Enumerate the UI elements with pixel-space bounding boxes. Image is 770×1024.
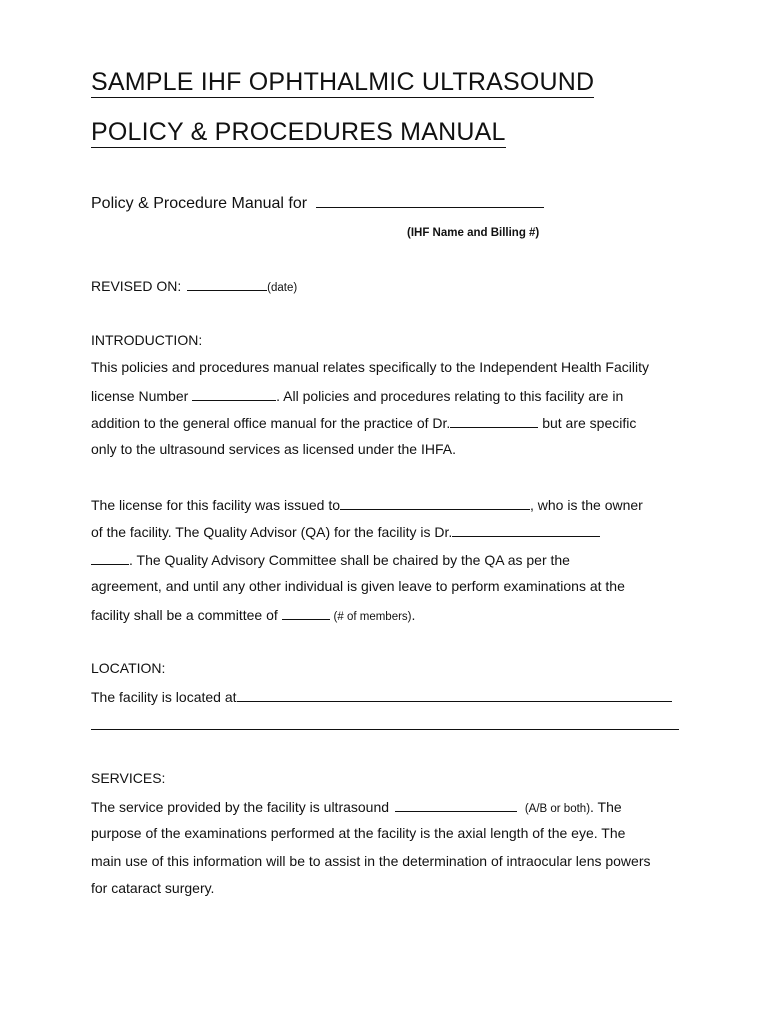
committee-members-blank[interactable] <box>282 605 330 620</box>
services-line-1-rest: . The <box>590 799 622 815</box>
document-title-line-2: POLICY & PROCEDURES MANUAL <box>91 118 506 146</box>
services-heading: SERVICES: <box>91 770 166 786</box>
ultrasound-type-blank[interactable] <box>395 797 517 812</box>
intro-license-label: license Number <box>91 388 189 404</box>
manual-for-line <box>91 193 544 213</box>
introduction-heading: INTRODUCTION: <box>91 332 203 348</box>
license-number-blank[interactable] <box>192 386 276 401</box>
committee-label: facility shall be a committee of <box>91 607 278 623</box>
location-address-blank[interactable] <box>237 687 672 702</box>
services-line-3: main use of this information will be to assist in the determination of intraocular lens powers <box>91 853 651 869</box>
practice-doctor-blank[interactable] <box>450 413 538 428</box>
intro-p2-line-5 <box>91 605 415 626</box>
manual-for-label: Policy & Procedure Manual for <box>91 195 308 212</box>
intro-p2-line-3-rest: . The Quality Advisory Committee shall be chaired by the QA as per the <box>129 552 570 568</box>
services-line-4: for cataract surgery. <box>91 880 215 896</box>
quality-advisor-blank-cont[interactable] <box>91 550 129 565</box>
location-address-blank-line-2[interactable] <box>91 729 679 730</box>
committee-members-caption: (# of members) <box>333 611 412 623</box>
location-label: The facility is located at <box>91 689 237 705</box>
location-heading: LOCATION: <box>91 660 166 676</box>
intro-p1-line-1: This policies and procedures manual relates specifically to the Independent Health Facility <box>91 359 649 375</box>
ihf-name-blank[interactable] <box>316 193 544 208</box>
revised-line <box>91 276 297 297</box>
revised-label: REVISED ON: <box>91 278 182 294</box>
document-title-line-1: SAMPLE IHF OPHTHALMIC ULTRASOUND <box>91 68 595 96</box>
license-owner-blank[interactable] <box>340 495 530 510</box>
quality-advisor-blank[interactable] <box>452 522 600 537</box>
revised-date-caption: (date) <box>267 282 298 294</box>
quality-advisor-label: of the facility. The Quality Advisor (QA) for the facility is Dr. <box>91 524 453 540</box>
intro-p2-line-2 <box>91 522 600 541</box>
intro-p1-line-2 <box>91 386 623 405</box>
intro-p2-line-4: agreement, and until any other individual is given leave to perform examinations at the <box>91 578 625 594</box>
intro-p2-line-1 <box>91 495 643 514</box>
ihf-name-caption: (IHF Name and Billing #) <box>407 227 540 239</box>
services-ultrasound-label: The service provided by the facility is ultrasound <box>91 799 390 815</box>
services-line-2: purpose of the examinations performed at the facility is the axial length of the eye. The <box>91 825 626 841</box>
revised-date-blank[interactable] <box>187 276 267 291</box>
license-issued-label: The license for this facility was issued to <box>91 497 340 513</box>
intro-p2-line-1-rest: , who is the owner <box>530 497 643 513</box>
intro-p1-line-3 <box>91 413 636 432</box>
services-line-1 <box>91 797 622 818</box>
ultrasound-type-caption: (A/B or both) <box>524 803 591 815</box>
intro-p1-line-2-rest: . All policies and procedures relating to this facility are in <box>276 388 624 404</box>
location-line-1 <box>91 687 672 706</box>
committee-period: . <box>411 607 416 623</box>
intro-p2-line-3 <box>91 550 570 569</box>
intro-p1-line-3-rest: but are specific <box>542 415 637 431</box>
intro-p1-line-4: only to the ultrasound services as licensed under the IHFA. <box>91 441 456 457</box>
intro-practice-label: addition to the general office manual for the practice of Dr. <box>91 415 451 431</box>
